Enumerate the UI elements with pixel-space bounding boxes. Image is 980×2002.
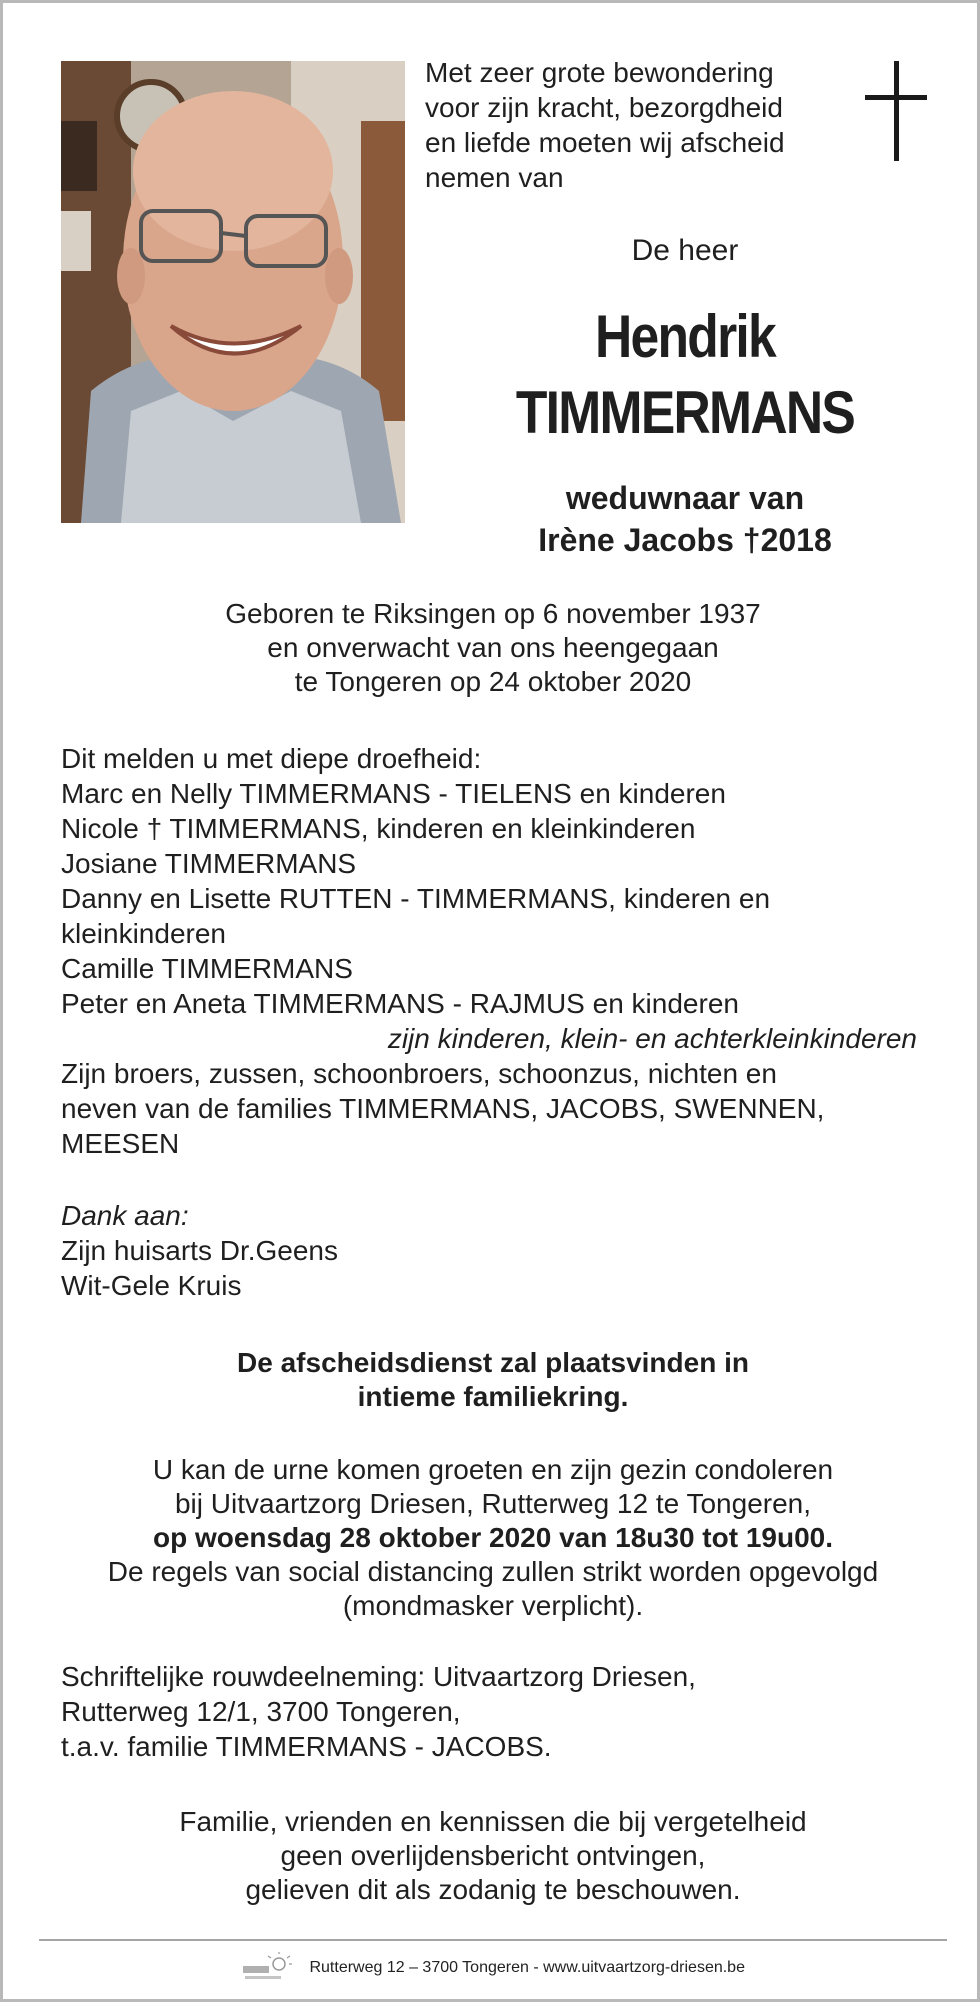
- relatives-line: Zijn broers, zussen, schoonbroers, schoonzus, nichten en: [61, 1058, 777, 1089]
- family-member: Josiane TIMMERMANS: [61, 848, 357, 879]
- intro-line: Met zeer grote bewondering: [425, 57, 774, 88]
- born-line: en onverwacht van ons heengegaan: [267, 632, 719, 663]
- family-member: Camille TIMMERMANS: [61, 953, 353, 984]
- family-member: kleinkinderen: [61, 918, 226, 949]
- footer-divider: [39, 1939, 947, 1941]
- closing-line: Familie, vrienden en kennissen die bij vergetelheid: [179, 1806, 807, 1837]
- relatives-line: MEESEN: [61, 1128, 180, 1159]
- visit-line: De regels van social distancing zullen strikt worden opgevolgd: [107, 1556, 879, 1587]
- service-line: De afscheidsdienst zal plaatsvinden in: [237, 1347, 749, 1378]
- thanks-item: Wit-Gele Kruis: [61, 1270, 242, 1301]
- birth-death-info: [43, 597, 943, 699]
- closing-note: [43, 1805, 943, 1907]
- family-member: Marc en Nelly TIMMERMANS - TIELENS en kinderen: [61, 778, 726, 809]
- service-line: intieme familiekring.: [357, 1381, 629, 1412]
- visitation-info: [43, 1453, 943, 1623]
- closing-line: geen overlijdensbericht ontvingen,: [280, 1840, 706, 1871]
- address-line: Schriftelijke rouwdeelneming: Uitvaartzorg Driesen,: [61, 1661, 696, 1692]
- visit-line: (mondmasker verplicht).: [342, 1590, 644, 1621]
- intro-line: en liefde moeten wij afscheid: [425, 127, 785, 158]
- family-member: Nicole † TIMMERMANS, kinderen en kleinkinderen: [61, 813, 696, 844]
- cross-horizontal-bar: [865, 95, 927, 100]
- family-announcement: [61, 741, 941, 1161]
- salutation: De heer: [631, 234, 739, 267]
- footer-text: Rutterweg 12 – 3700 Tongeren - www.uitvaartzorg-driesen.be: [309, 1959, 745, 1976]
- footer: [3, 1949, 980, 1989]
- visit-date: op woensdag 28 oktober 2020 van 18u30 tot 19u00.: [152, 1522, 834, 1553]
- cross-vertical-bar: [894, 61, 899, 161]
- funeral-home-logo-icon: [241, 1952, 293, 1984]
- thanks-heading: Dank aan:: [61, 1200, 189, 1231]
- latin-cross-icon: [865, 61, 927, 161]
- family-intro: Dit melden u met diepe droefheid:: [61, 743, 482, 774]
- family-summary: zijn kinderen, klein- en achterkleinkinderen: [387, 1023, 917, 1054]
- family-member: Peter en Aneta TIMMERMANS - RAJMUS en kinderen: [61, 988, 739, 1019]
- born-line: Geboren te Riksingen op 6 november 1937: [225, 598, 761, 629]
- portrait-photo: [61, 61, 405, 523]
- thanks-item: Zijn huisarts Dr.Geens: [61, 1235, 338, 1266]
- address-line: t.a.v. familie TIMMERMANS - JACOBS.: [61, 1731, 552, 1762]
- spouse-name: Irène Jacobs †2018: [538, 522, 832, 558]
- portrait-photo-drawing: [61, 61, 405, 523]
- condolence-address: [61, 1659, 941, 1764]
- thanks-section: [61, 1198, 941, 1303]
- born-line: te Tongeren op 24 oktober 2020: [294, 666, 692, 697]
- service-notice: [43, 1346, 943, 1414]
- closing-line: gelieven dit als zodanig te beschouwen.: [245, 1874, 741, 1905]
- last-name: TIMMERMANS: [515, 379, 855, 446]
- first-name: Hendrik: [594, 303, 776, 370]
- visit-line: bij Uitvaartzorg Driesen, Rutterweg 12 te Tongeren,: [174, 1488, 812, 1519]
- family-member: Danny en Lisette RUTTEN - TIMMERMANS, kinderen en: [61, 883, 771, 914]
- visit-line: U kan de urne komen groeten en zijn gezin condoleren: [152, 1454, 834, 1485]
- intro-line: voor zijn kracht, bezorgdheid: [425, 92, 783, 123]
- relatives-line: neven van de families TIMMERMANS, JACOBS, SWENNEN,: [61, 1093, 825, 1124]
- address-line: Rutterweg 12/1, 3700 Tongeren,: [61, 1696, 461, 1727]
- widower-label: weduwnaar van: [565, 480, 805, 516]
- widower-of: [425, 477, 945, 561]
- intro-text: [425, 55, 845, 195]
- intro-line: nemen van: [425, 162, 564, 193]
- deceased-name: [461, 299, 908, 451]
